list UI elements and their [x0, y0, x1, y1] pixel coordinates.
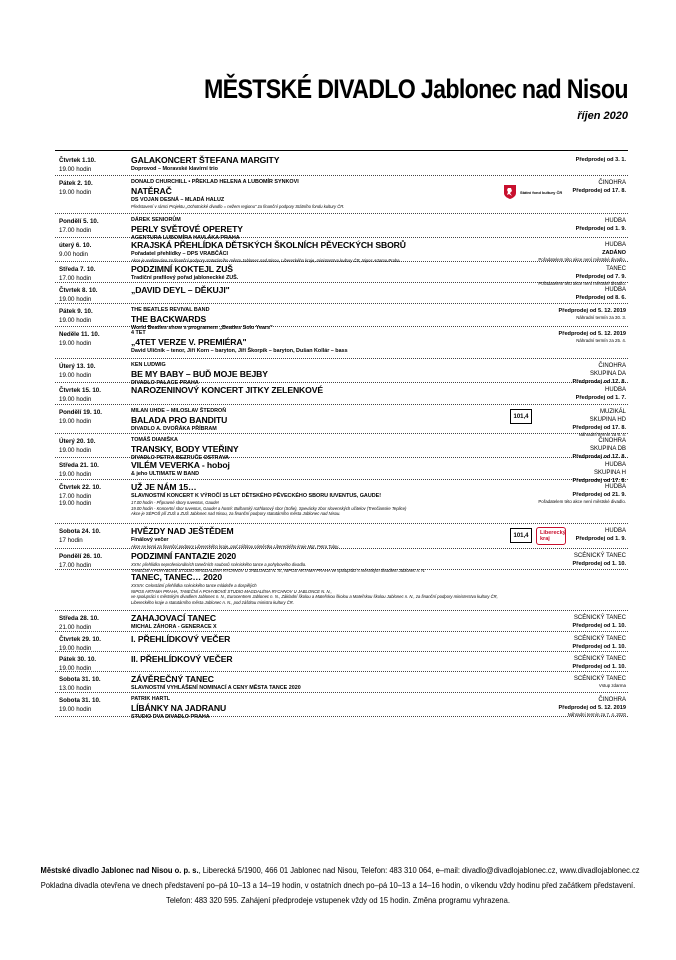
event-time: 17.00 hodin — [59, 562, 92, 569]
event-time: 19.00 hodin — [59, 372, 92, 379]
event-author: KEN LUDWIG — [131, 362, 166, 368]
sponsor-name: Státní fond kultury ČR — [520, 189, 563, 195]
event-meta — [576, 386, 626, 402]
presale-info: Předprodej od 1. 10. — [572, 561, 626, 567]
program-row — [55, 611, 628, 632]
month-label: říjen 2020 — [577, 110, 628, 122]
program-row — [55, 632, 628, 652]
event-time: 19.00 hodin — [59, 396, 92, 403]
event-meta — [576, 527, 626, 543]
event-side-note: Náhradní termín za 7. 4. 2020 — [567, 712, 626, 717]
presale-info: Předprodej od 1. 9. — [575, 536, 626, 542]
event-subtitle: DIVADLO PALACE PRAHA — [131, 380, 199, 386]
radio-logo — [510, 409, 532, 424]
event-title: KRAJSKÁ PŘEHLÍDKA DĚTSKÝCH ŠKOLNÍCH PĚVECKÝCH SBORŮ — [131, 240, 406, 250]
event-time: 19.00 hodin — [59, 665, 92, 672]
event-info — [131, 613, 453, 631]
czech-lion-icon — [503, 184, 517, 200]
footer-line-1 — [40, 863, 640, 878]
presale-info: Předprodej od 17. 8. — [572, 188, 626, 194]
event-subtitle: AGENTURA LUBOMÍRA HAVLÁKA PRAHA — [131, 235, 240, 241]
event-title: GALAKONCERT ŠTEFANA MARGITY — [131, 155, 280, 165]
event-note: XXXIV. Celostátní přehlídka scénického tance mládeže a dospělých — [131, 583, 257, 588]
program-row — [55, 153, 628, 176]
event-time: 19.00 hodin — [59, 340, 92, 347]
event-time: 21.00 hodin — [59, 624, 92, 631]
event-subtitle: Pořadatel přehlídky – DPS VRABČÁCI — [131, 251, 229, 257]
event-meta — [559, 307, 626, 321]
event-date: Středa 7. 10. — [59, 266, 96, 273]
event-info — [131, 264, 453, 282]
event-note: 19.00 hodin - Koncertní sbor Iuventus, Gaude! a hosté: Bulharský rozhlasový sbor (Sofie), Spevácky zbor slovenských učitelov (Trenčianske Teplice) — [131, 505, 407, 511]
event-title: BE MY BABY – BUĎ MOJE BEJBY — [131, 369, 268, 379]
event-side-note: Náhradní termín za 25. 4. — [576, 338, 626, 343]
footer-line-3: Telefon: 483 320 595. Zahájení předprodeje vstupenek vždy od 15 hodin. Změna programu vyhrazena. — [166, 895, 510, 905]
event-date: úterý 6. 10. — [59, 242, 92, 249]
page-title: MĚSTSKÉ DIVADLO Jablonec nad Nisou — [204, 74, 628, 104]
presale-info: Předprodej od 17. 8. — [572, 379, 626, 385]
event-date: Čtvrtek 8. 10. — [59, 287, 98, 294]
event-meta — [573, 635, 626, 651]
event-title: TRANSKY, BODY VTEŘINY — [131, 444, 239, 454]
presale-info: Předprodej od 5. 12. 2019 — [558, 308, 626, 314]
event-date: Pátek 2. 10. — [59, 180, 93, 187]
event-date: Středa 28. 10. — [59, 615, 99, 622]
event-subtitle: Doprovod – Moravské klavírní trio — [131, 166, 218, 172]
sponsor-logo — [503, 184, 562, 200]
event-genre: HUDBA — [604, 528, 626, 534]
event-genre: SKUPINA DA — [589, 371, 626, 377]
event-subtitle: SLAVNOSTNÍ VYHLÁŠENÍ NOMINACÍ A CENY MĚSTA TANCE 2020 — [131, 685, 301, 691]
event-genre: ČINOHRA — [598, 363, 626, 369]
event-title: NAROZENINOVÝ KONCERT JITKY ZELENKOVÉ — [131, 385, 324, 395]
event-title: I. PŘEHLÍDKOVÝ VEČER — [131, 634, 231, 644]
event-genre: SCÉNICKÝ TANEC — [573, 676, 626, 682]
event-date: Sobota 31. 10. — [59, 697, 101, 704]
event-time: 19.00 hodin — [59, 447, 92, 454]
event-note: Libereckého kraje a statutárního města Jablonec n. N., pod záštitou ministra kultury ČR. — [131, 599, 294, 605]
event-info — [131, 285, 453, 296]
event-date: Úterý 13. 10. — [59, 363, 96, 370]
event-date: Pondělí 19. 10. — [59, 409, 102, 416]
event-note: 17.00 hodin - Připravné sbory Iuventus, Gaude! — [131, 500, 219, 505]
event-genre: SKUPINA H — [593, 470, 626, 476]
event-info — [131, 634, 453, 645]
event-meta — [574, 675, 626, 689]
event-date: Pátek 9. 10. — [59, 308, 93, 315]
event-subtitle: Tradiční prafilový pořad jabloneckké ZUŠ. — [131, 275, 239, 281]
event-side-note: Pořadatelem této akce není městské divadlo. — [538, 257, 626, 262]
event-title: UŽ JE NÁM 15… — [131, 482, 197, 492]
event-date: Pátek 30. 10. — [59, 656, 97, 663]
region-logo — [536, 527, 566, 545]
event-date: Čtvrtek 15. 10. — [59, 387, 101, 394]
presale-info: ZADÁNO — [602, 250, 626, 256]
event-meta — [538, 483, 626, 505]
event-title: TANEC, TANEC… 2020 — [131, 572, 222, 582]
event-date: Pondělí 5. 10. — [59, 218, 99, 225]
event-author: 4 TET — [131, 330, 146, 336]
program-row — [55, 262, 628, 286]
event-genre: HUDBA — [604, 484, 626, 490]
program-row — [55, 214, 628, 241]
event-genre: HUDBA — [604, 218, 626, 224]
event-meta — [559, 330, 626, 344]
event-time: 19.00 hodin — [59, 645, 92, 652]
event-title: VILÉM VEVERKA - hoboj — [131, 460, 230, 470]
event-title: ZAHAJOVACÍ TANEC — [131, 613, 216, 623]
presale-info: Předprodej od 7. 9. — [575, 274, 626, 280]
event-info — [131, 460, 453, 478]
event-subtitle: Finálový večer — [131, 537, 169, 543]
event-genre: MUZIKÁL — [599, 409, 626, 415]
presale-info: Předprodej od 21. 9. — [572, 492, 626, 498]
event-note: NIPOS ARTAMA PRAHA, TANEČNÍ A POHYBOVÉ STUDIO MAGDALÉNA RYCHNOV U JABLONCE N. N., — [131, 588, 332, 594]
presale-info: Předprodej od 1. 10. — [572, 664, 626, 670]
footer-contact: , Liberecká 5/1900, 466 01 Jablonec nad Nisou, Telefon: 483 310 064, e–mail: divadlo@divadlojablonec.cz, www.divadlojablonec.cz — [198, 865, 640, 875]
event-time: 17.00 hodin — [59, 275, 92, 282]
event-meta — [559, 696, 626, 718]
event-info — [131, 526, 453, 550]
event-author: DÁREK SENIORŮM — [131, 217, 181, 223]
event-genre: SCÉNICKÝ TANEC — [573, 615, 626, 621]
event-subtitle: DS VOJAN DESNÁ – MLADÁ HALUZ — [131, 197, 225, 203]
event-date: Čtvrtek 29. 10. — [59, 636, 101, 643]
event-meta — [573, 655, 626, 671]
presale-info: Předprodej od 3. 1. — [575, 157, 626, 163]
event-genre: HUDBA — [604, 287, 626, 293]
footer-line-2: Pokladna divadla otevřena ve dnech představení po–pá 10–13 a 14–19 hodin, v ostatních dnech po–pá 10–13 a 14–16 hodin, o víkendu vždy hodinu před začátkem představení. — [40, 880, 636, 890]
event-genre: ČINOHRA — [598, 697, 626, 703]
event-title: LÍBÁNKY NA JADRANU — [131, 703, 227, 713]
event-info — [131, 329, 453, 355]
event-side-note: Náhradní termín za 6. 4. — [578, 432, 626, 437]
program-row — [55, 672, 628, 693]
event-subtitle: David Uličník – tenor, Jiří Korn – baryton, Jiří Škorpík – baryton, Dušan Kollár – bass — [131, 348, 348, 354]
program-row — [55, 567, 628, 611]
event-time: 19.00 hodin — [59, 500, 92, 507]
event-note: XXIV. přehlídka neprofesionálních tanečních souborů scénického tance a pohybového divadla. — [131, 562, 307, 567]
event-genre: SCÉNICKÝ TANEC — [573, 656, 626, 662]
event-side-note: Pořadatelem této akce není městské divadlo. — [538, 499, 626, 504]
program-row — [55, 693, 628, 720]
event-genre: SKUPINA HD — [589, 417, 626, 423]
program-row — [55, 524, 628, 549]
presale-info: Předprodej od 5. 12. 2019 — [558, 331, 626, 337]
event-subtitle: DIVADLO PETRA BEZRUČE OSTRAVA — [131, 455, 230, 461]
event-note: Akce je realizována za finanční podpory statutárního města Jablonec nad Nisou, Libereckého kraje, ministerstva kultury ČR, Nipos Artama Praha. — [131, 258, 401, 263]
event-subtitle: World Beatles show s programem „Beatles Solo Years" — [131, 325, 273, 331]
event-meta — [576, 217, 626, 233]
event-time: 19.00 hodin — [59, 189, 92, 196]
event-side-note: Pořadatelem této akce není městské divadlo. — [538, 281, 626, 286]
event-meta — [576, 286, 626, 302]
event-author: PATRIK HARTL — [131, 696, 171, 702]
event-time: 19.00 hodin — [59, 418, 92, 425]
event-date: Pondělí 26. 10. — [59, 553, 102, 560]
event-title: THE BACKWARDS — [131, 314, 207, 324]
event-info — [131, 240, 453, 264]
event-info — [131, 654, 453, 665]
program-row — [55, 434, 628, 461]
radio-frequency: 101,4 — [510, 528, 532, 543]
presale-info: Předprodej od 17. 8. — [572, 425, 626, 431]
event-date: Čtvrtek 22. 10. — [59, 484, 101, 491]
top-divider — [55, 150, 628, 151]
program-row — [55, 383, 628, 405]
event-time: 19.00 hodin — [59, 296, 92, 303]
event-date: Čtvrtek 1.10. — [59, 157, 96, 164]
presale-info: Předprodej od 5. 12. 2019 — [558, 705, 626, 711]
program-list — [55, 153, 628, 720]
event-genre: ČINOHRA — [598, 438, 626, 444]
event-meta — [573, 552, 626, 568]
event-note: Akce je SÉPOŠ při ZUŠ a ZUŠ Jablonec nad Nisou, za finanční podpory statutárního města Jablonec nad Nisou. — [131, 511, 341, 517]
footer-org-name: Městské divadlo Jablonec nad Nisou o. p. s. — [40, 865, 199, 875]
program-row — [55, 549, 628, 573]
presale-info: Předprodej od 1. 9. — [575, 226, 626, 232]
event-title: PODZIMNÍ FANTAZIE 2020 — [131, 551, 237, 561]
event-genre: HUDBA — [604, 387, 626, 393]
event-time: 17 hodin — [59, 537, 83, 544]
event-title: II. PŘEHLÍDKOVÝ VEČER — [131, 654, 233, 664]
event-subtitle: SLAVNOSTNÍ KONCERT K VÝROČÍ 15 LET DĚTSKÉHO PĚVECKÉHO SBORU IUVENTUS, GAUDE! — [131, 493, 381, 499]
event-subtitle: DIVADLO A. DVOŘÁKA PŘÍBRAM — [131, 426, 217, 432]
event-genre: SCÉNICKÝ TANEC — [573, 553, 626, 559]
program-row — [55, 359, 628, 386]
program-row — [55, 480, 628, 524]
event-info — [131, 482, 453, 517]
event-time: 17.00 hodin — [59, 493, 92, 500]
program-row — [55, 458, 628, 484]
event-title: ZÁVĚREČNÝ TANEC — [131, 674, 214, 684]
event-info — [131, 695, 453, 721]
event-info — [131, 155, 453, 173]
event-note: Představení v rámci Projektu „Ochotnické divadlo = nežem regionu" za finanční podpory Státního fondu kultury ČR. — [131, 204, 345, 209]
event-info — [131, 385, 453, 396]
event-date: Úterý 20. 10. — [59, 438, 96, 445]
event-subtitle: MICHAL ZÁHORA - GENERACE X — [131, 624, 217, 630]
event-title: PODZIMNÍ KOKTEJL ZUŠ — [131, 264, 233, 274]
event-subtitle: & jeho ULTIMATE W BAND — [131, 471, 200, 477]
program-row — [55, 327, 628, 359]
event-author: MILAN UHDE – MILOSLAV ŠTEDROŇ — [131, 408, 227, 414]
program-row — [55, 304, 628, 331]
event-time: 19.00 hodin — [59, 471, 92, 478]
event-time: 19.00 hodin — [59, 166, 92, 173]
region-name: Liberecký kraj — [540, 530, 566, 542]
event-info — [131, 572, 498, 605]
event-genre: SKUPINA DB — [589, 446, 626, 452]
event-author: THE BEATLES REVIVAL BAND — [131, 307, 210, 313]
presale-info: Předprodej od 8. 6. — [575, 295, 626, 301]
event-meta — [573, 179, 626, 195]
event-genre: SCÉNICKÝ TANEC — [573, 636, 626, 642]
event-subtitle: STUDIO DVA DIVADLO PRAHA — [131, 714, 210, 720]
event-side-note: Náhradní termín za 30. 3. — [576, 315, 626, 320]
event-title: HVĚZDY NAD JEŠTĚDEM — [131, 526, 234, 536]
presale-info: Předprodej od 17. 8. — [572, 454, 626, 460]
event-time: 13.00 hodin — [59, 685, 92, 692]
event-date: Neděle 11. 10. — [59, 331, 100, 338]
event-author: TOMÁŠ DIANIŠKA — [131, 437, 178, 443]
program-row — [55, 405, 628, 437]
event-meta — [576, 156, 626, 164]
event-note: Akce se koná za finanční podpory Libereckého kraje, pod záštitou náměstka Libereckého kraje Mgr. Petra Tulpy. — [131, 544, 340, 549]
event-genre: ČINOHRA — [598, 180, 626, 186]
event-meta — [573, 614, 626, 630]
radio-frequency: 101,4 — [510, 409, 532, 424]
event-info — [131, 674, 453, 692]
event-date: Sobota 24. 10. — [59, 528, 101, 535]
event-title: BALADA PRO BANDITU — [131, 415, 228, 425]
event-time: 17.00 hodin — [59, 227, 92, 234]
program-row — [55, 238, 628, 262]
event-info — [131, 407, 453, 433]
event-time: 19.00 hodin — [59, 706, 92, 713]
event-title: „4TET VERZE V. PREMIÉRA" — [131, 337, 247, 347]
event-genre: HUDBA — [604, 242, 626, 248]
event-title: PERLY SVĚTOVÉ OPERETY — [131, 224, 243, 234]
event-title: „DAVID DEYL – DĚKUJI" — [131, 285, 230, 295]
footer — [0, 863, 676, 908]
event-genre: HUDBA — [604, 462, 626, 468]
program-row — [55, 652, 628, 672]
event-genre: TANEC — [606, 266, 626, 272]
event-date: Středa 21. 10. — [59, 462, 99, 469]
event-info — [131, 178, 453, 210]
presale-info: Předprodej od 17. 8. — [572, 478, 626, 484]
presale-info: Předprodej od 1. 10. — [572, 623, 626, 629]
event-note: TANEČNÍ A POHYBOVÉ STUDIO MAGDALÉNA RYCHNOV U JABLONCE N. N., NIPOS ARTAMA PRAHA ve spolupráci s městským divadlem Jablonec n. N. — [131, 567, 426, 573]
event-time: 9.00 hodin — [59, 251, 88, 258]
event-note: ve spolupráci s městským divadlem Jablonec n. N., Eurocentrem Jablonec n. N., Základní školou a Mateřskou školou a Mateřskou školou Jablonec n. N., za finanční podpory ministerstva kultury ČR, — [131, 594, 498, 600]
radio-logo — [510, 528, 532, 543]
event-author: DONALD CHURCHILL • PŘEKLAD HELENA A LUBOMÍR SYNKOVI — [131, 179, 299, 185]
program-row — [55, 176, 628, 214]
event-title: NATĚRAČ — [131, 186, 172, 196]
presale-info: Předprodej od 1. 7. — [575, 395, 626, 401]
program-row — [55, 283, 628, 304]
event-date: Sobota 31. 10. — [59, 676, 101, 683]
event-side-note: Vstup zdarma — [598, 683, 626, 688]
event-time: 19.00 hodin — [59, 317, 92, 324]
event-meta — [538, 241, 626, 263]
presale-info: Předprodej od 1. 10. — [572, 644, 626, 650]
